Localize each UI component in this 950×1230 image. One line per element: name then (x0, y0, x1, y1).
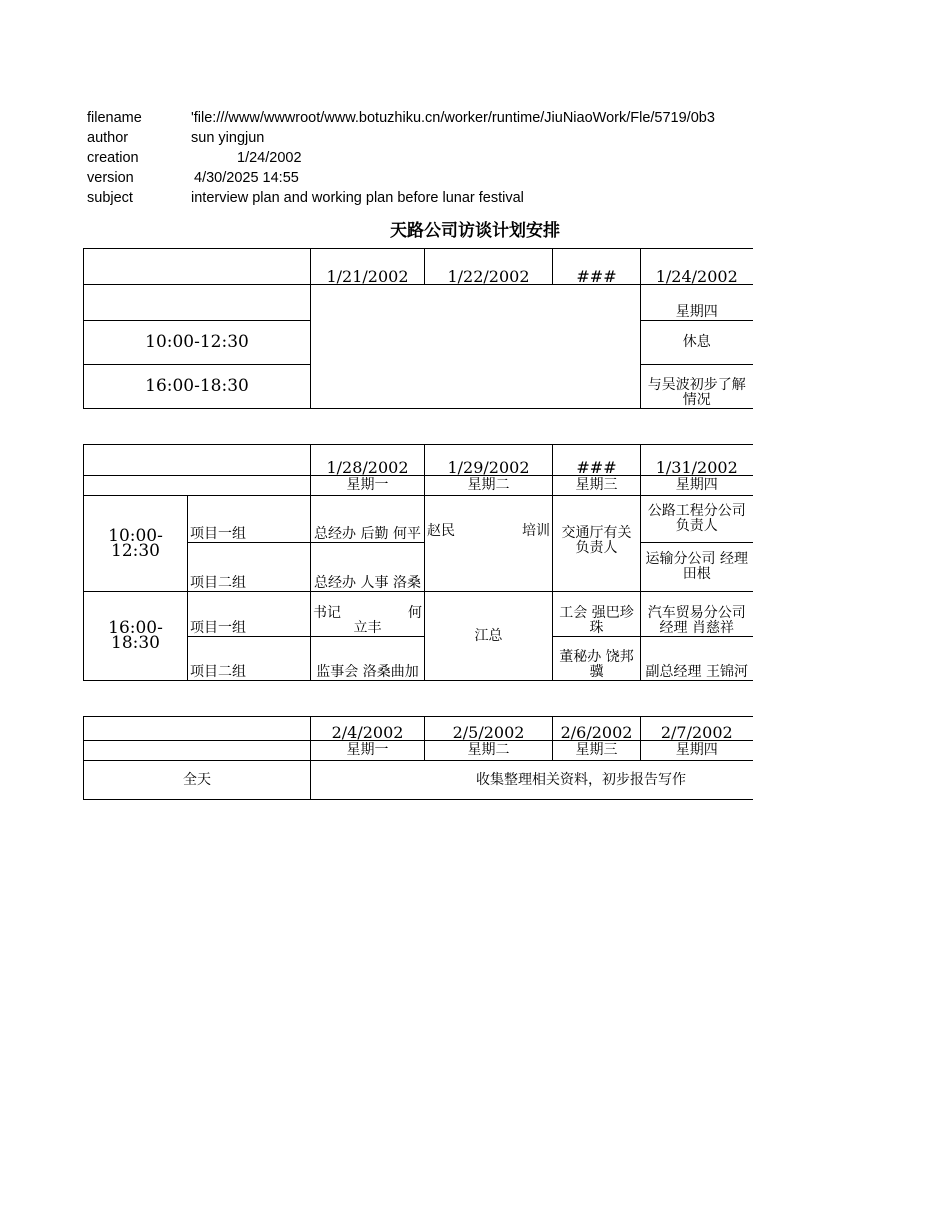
table-row (84, 592, 753, 637)
date-cell: 1/21/2002 (311, 249, 425, 285)
weekday-cell: 星期四 (641, 285, 753, 321)
header-empty-cell (84, 717, 311, 741)
date-cell: 2/6/2002 (553, 717, 641, 741)
schedule-cell-merged: 江总 (425, 592, 553, 681)
date-cell: 2/7/2002 (641, 717, 753, 741)
table-row (84, 249, 753, 285)
schedule-cell-given-name: 立丰 (353, 620, 382, 636)
merged-blank-cell (311, 285, 641, 409)
date-cell: 1/31/2002 (641, 445, 753, 476)
weekday-cell: 星期一 (311, 741, 425, 761)
weekday-cell: 星期二 (425, 476, 553, 496)
label-empty-cell (84, 285, 311, 321)
schedule-cell: 副总经理 王锦河 (641, 637, 753, 681)
label-empty-cell (84, 741, 311, 761)
schedule-cell-merged (425, 496, 553, 592)
meta-subject-value: interview plan and working plan before lunar festival (191, 190, 524, 206)
schedule-cell: 董秘办 饶邦骥 (553, 637, 641, 681)
time-slot-morning: 10:00-12:30 (84, 321, 311, 365)
table-row (84, 445, 753, 476)
weekday-cell: 星期一 (311, 476, 425, 496)
weekday-cell: 星期四 (641, 741, 753, 761)
schedule-cell-merged: 收集整理相关资料，初步报告写作 (311, 761, 753, 800)
table-row (84, 717, 753, 741)
schedule-cell: 工会 强巴珍珠 (553, 592, 641, 637)
meta-version-value: 4/30/2025 14:55 (194, 170, 299, 186)
weekday-cell: 星期二 (425, 741, 553, 761)
table-row (84, 761, 753, 800)
meta-creation-value: 1/24/2002 (237, 150, 302, 166)
table-row (84, 476, 753, 496)
schedule-cell-surname: 何 (408, 605, 422, 621)
table-row (84, 741, 753, 761)
group-label: 项目一组 (188, 592, 311, 637)
schedule-cell: 运输分公司 经理 田根 (641, 543, 753, 592)
time-slot-afternoon: 16:00-18:30 (84, 365, 311, 409)
schedule-cell: 总经办 人事 洛桑 (311, 543, 425, 592)
meta-author-value: sun yingjun (191, 130, 265, 146)
date-cell: 2/4/2002 (311, 717, 425, 741)
header-empty-cell (84, 445, 311, 476)
date-cell: 1/28/2002 (311, 445, 425, 476)
schedule-cell-merged: 交通厅有关负责人 (553, 496, 641, 592)
schedule-table-week3 (83, 716, 753, 800)
meta-filename-value: 'file:///www/wwwroot/www.botuzhiku.cn/worker/runtime/JiuNiaoWork/Fle/5719/0b3 (191, 110, 715, 126)
time-slot-afternoon: 16:00-18:30 (84, 592, 188, 681)
table-row (84, 285, 753, 321)
table-row (84, 496, 753, 543)
schedule-cell-role: 书记 (313, 605, 341, 621)
header-empty-cell (84, 249, 311, 285)
date-cell: 1/24/2002 (641, 249, 753, 285)
time-slot-allday: 全天 (84, 761, 311, 800)
date-cell: ### (553, 445, 641, 476)
date-cell: 1/29/2002 (425, 445, 553, 476)
schedule-cell: 汽车贸易分公司 经理 肖慈祥 (641, 592, 753, 637)
date-cell: 1/22/2002 (425, 249, 553, 285)
weekday-cell: 星期三 (553, 476, 641, 496)
schedule-cell: 总经办 后勤 何平 (311, 496, 425, 543)
schedule-table-week2 (83, 444, 753, 681)
meta-subject-label: subject (87, 190, 133, 206)
schedule-cell: 监事会 洛桑曲加 (311, 637, 425, 681)
schedule-cell-name: 赵民 (427, 523, 455, 539)
group-label: 项目二组 (188, 543, 311, 592)
group-label: 项目二组 (188, 637, 311, 681)
schedule-cell: 休息 (641, 321, 753, 365)
schedule-cell (311, 592, 425, 637)
meta-author-label: author (87, 130, 129, 146)
meta-filename-label: filename (87, 110, 142, 126)
schedule-table-week1 (83, 248, 753, 409)
meta-creation-label: creation (87, 150, 139, 166)
date-cell: 2/5/2002 (425, 717, 553, 741)
meta-version-label: version (87, 170, 134, 186)
weekday-cell: 星期四 (641, 476, 753, 496)
page-title: 天路公司访谈计划安排 (390, 221, 560, 241)
schedule-cell: 与吴波初步了解情况 (641, 365, 753, 409)
label-empty-cell (84, 476, 311, 496)
date-cell: ### (553, 249, 641, 285)
schedule-cell: 公路工程分公司负责人 (641, 496, 753, 543)
time-slot-morning: 10:00-12:30 (84, 496, 188, 592)
weekday-cell: 星期三 (553, 741, 641, 761)
group-label: 项目一组 (188, 496, 311, 543)
schedule-cell-activity: 培训 (522, 523, 550, 539)
